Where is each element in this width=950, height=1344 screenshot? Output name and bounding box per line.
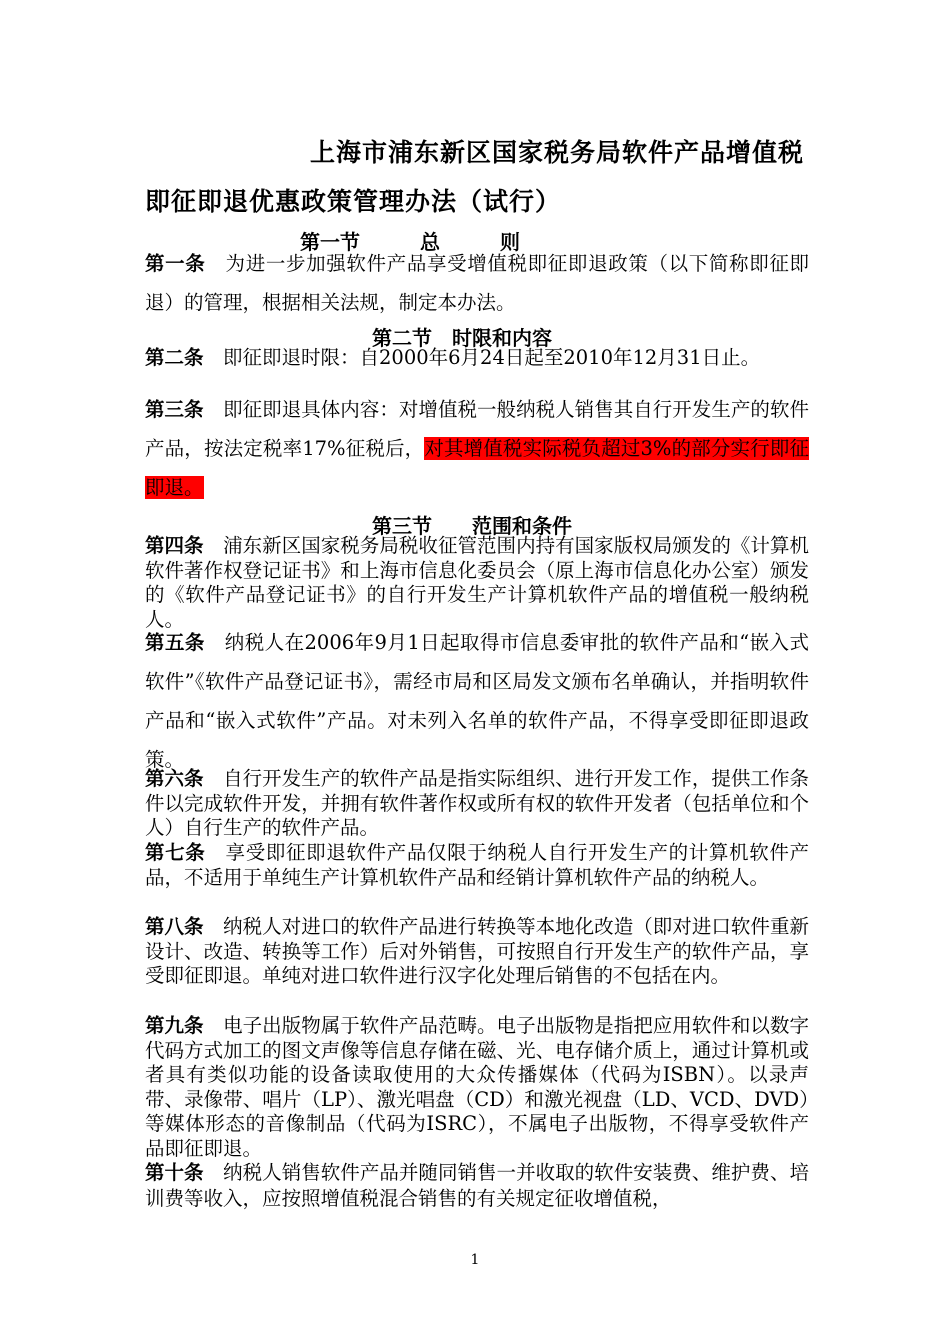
article-label: 第六条: [145, 767, 204, 790]
article-7: [145, 841, 809, 890]
article-text: 即征即退具体内容：对增值税一般纳税人销售其自行开发生产的软件产品，按法定税率17%征税后，: [145, 398, 809, 460]
article-label: 第五条: [145, 631, 205, 654]
section-heading-1: 第一节 总 则: [300, 230, 520, 254]
article-label: 第七条: [145, 841, 206, 864]
article-text: 自行开发生产的软件产品是指实际组织、进行开发工作，提供工作条件以完成软件开发，并拥有软件著作权或所有权的软件开发者（包括单位和个人）自行生产的软件产品。: [145, 767, 809, 839]
section-heading-2: 第二节 时限和内容: [372, 326, 552, 350]
article-4: [145, 534, 809, 632]
article-8: [145, 915, 809, 989]
article-1: [145, 244, 809, 322]
article-text: 纳税人对进口的软件产品进行转换等本地化改造（即对进口软件重新设计、改造、转换等工作）后对外销售，可按照自行开发生产的软件产品，享受即征即退。单纯对进口软件进行汉字化处理后销售的不包括在内。: [145, 915, 809, 987]
article-3: [145, 390, 809, 507]
article-9: [145, 1014, 809, 1161]
article-text: 为进一步加强软件产品享受增值税即征即退政策（以下简称即征即退）的管理，根据相关法规，制定本办法。: [145, 252, 809, 314]
highlighted-text: 对其增值税实际税负超过3%的部分实行即征即退。: [145, 437, 810, 499]
document-title-line1: 上海市浦东新区国家税务局软件产品增值税: [310, 138, 805, 167]
article-text: 浦东新区国家税务局税收征管范围内持有国家版权局颁发的《计算机软件著作权登记证书》和上海市信息化委员会（原上海市信息化办公室）颁发的《软件产品登记证书》的自行开发生产计算机软件产品的增值税一般纳税人。: [145, 534, 809, 631]
section-heading-3: 第三节 范围和条件: [372, 514, 572, 538]
article-label: 第八条: [145, 915, 204, 938]
document-title-line2: 即征即退优惠政策管理办法（试行）: [145, 187, 562, 216]
article-label: 第一条: [145, 252, 206, 275]
article-label: 第三条: [145, 398, 204, 421]
article-text: 纳税人在2006年9月1日起取得市信息委审批的软件产品和“嵌入式软件”《软件产品登记证书》，需经市局和区局发文颁布名单确认，并指明软件产品和“嵌入式软件”产品。对未列入名单的软件产品，不得享受即征即退政策。: [145, 631, 809, 771]
article-10: [145, 1160, 809, 1212]
page-number: 1: [470, 1252, 480, 1268]
article-label: 第九条: [145, 1014, 204, 1037]
article-text: 纳税人销售软件产品并随同销售一并收取的软件安装费、维护费、培训费等收入，应按照增值税混合销售的有关规定征收增值税，: [145, 1161, 809, 1210]
article-2: [145, 346, 809, 371]
article-text: 电子出版物属于软件产品范畴。电子出版物是指把应用软件和以数字代码方式加工的图文声像等信息存储在磁、光、电存储介质上，通过计算机或者具有类似功能的设备读取使用的大众传播媒体（代码为ISBN）。以录声带、录像带、唱片（LP）、激光唱盘（CD）和激光视盘（LD、VCD、DVD）等媒体形态的音像制品（代码为ISRC），不属电子出版物，不得享受软件产品即征即退。: [145, 1014, 809, 1160]
article-label: 第四条: [145, 534, 204, 557]
article-label: 第十条: [145, 1161, 204, 1184]
article-6: [145, 767, 809, 841]
article-text: 即征即退时限：自2000年6月24日起至2010年12月31日止。: [203, 346, 761, 369]
article-5: [145, 623, 809, 779]
article-label: 第二条: [145, 346, 204, 369]
article-text: 享受即征即退软件产品仅限于纳税人自行开发生产的计算机软件产品，不适用于单纯生产计算机软件产品和经销计算机软件产品的纳税人。: [145, 841, 809, 889]
